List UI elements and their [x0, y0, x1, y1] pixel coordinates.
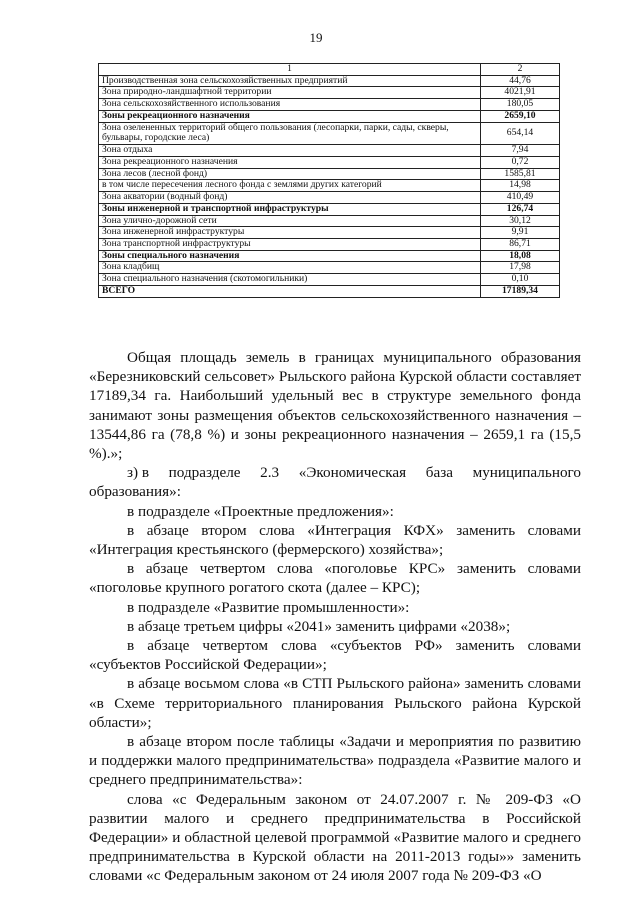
- zone-area-cell: 654,14: [481, 122, 560, 144]
- zone-area-cell: 7,94: [481, 145, 560, 157]
- paragraph-subsection-line: [89, 463, 581, 482]
- zone-name-cell: Зона сельскохозяйственного использования: [99, 99, 481, 111]
- header-cell-1: 1: [99, 64, 481, 76]
- zone-area-cell: 180,05: [481, 99, 560, 111]
- table-row: [99, 274, 560, 286]
- paragraph-subsection-rest: образования»:: [89, 483, 181, 501]
- table-row: [99, 239, 560, 251]
- paragraph-4: в абзаце втором слова «Интеграция КФХ» заменить словами «Интеграция крестьянского (фермерского) хозяйства»;: [89, 521, 581, 559]
- paragraph-total-area: Общая площадь земель в границах муниципального образования «Березниковский сельсовет» Рыльского района Курской области составляет 17189,34 га. Наибольший удельный вес в структуре земельного фонда занимают зоны размещения объектов сельскохозяйственного назначения – 13544,86 га (78,8 %) и зоны рекреационного назначения – 2659,1 га (15,5 %).»;: [89, 349, 581, 463]
- table-row: [99, 192, 560, 204]
- zone-area-cell: 410,49: [481, 192, 560, 204]
- table-row: [99, 262, 560, 274]
- table-row: [99, 99, 560, 111]
- word: база: [425, 464, 453, 482]
- zone-name-cell: Зона улично-дорожной сети: [99, 215, 481, 227]
- word: 2.3: [260, 464, 280, 482]
- table-row: [99, 285, 560, 297]
- table-row: [99, 227, 560, 239]
- paragraph-11: слова «с Федеральным законом от 24.07.2007 г. № 209-ФЗ «О развитии малого и среднего предпринимательства в Российской Федерации» и областной целевой программой «Развитие малого и среднего предпринимательства в Курской области на 2011-2013 годы»» заменить словами «с Федеральным законом от 24 июля 2007 года № 209-ФЗ «О: [89, 790, 581, 885]
- word: з) в: [127, 464, 150, 482]
- table-header-row: [99, 64, 560, 76]
- zone-name-cell: Зона рекреационного назначения: [99, 156, 481, 168]
- zone-area-cell: 0,72: [481, 156, 560, 168]
- land-zones-table: [98, 63, 560, 298]
- zone-area-cell: 9,91: [481, 227, 560, 239]
- table-row: [99, 122, 560, 144]
- zone-name-cell: Зона озелененных территорий общего пользования (лесопарки, парки, сады, скверы, бульвары, городские леса): [99, 122, 481, 144]
- zone-area-cell: 0,10: [481, 274, 560, 286]
- zone-area-cell: 17189,34: [481, 285, 560, 297]
- table-row: [99, 145, 560, 157]
- table-row: [99, 156, 560, 168]
- zone-area-cell: 44,76: [481, 75, 560, 87]
- paragraph-7: в абзаце третьем цифры «2041» заменить цифрами «2038»;: [127, 617, 511, 635]
- zone-name-cell: Зона акватории (водный фонд): [99, 192, 481, 204]
- zone-area-cell: 86,71: [481, 239, 560, 251]
- word: муниципального: [472, 464, 581, 482]
- zone-name-cell: Зоны инженерной и транспортной инфраструктуры: [99, 203, 481, 215]
- word: «Экономическая: [298, 464, 407, 482]
- paragraph-3: в подразделе «Проектные предложения»:: [127, 502, 394, 520]
- table-row: [99, 87, 560, 99]
- zone-name-cell: Зоны рекреационного назначения: [99, 110, 481, 122]
- zone-area-cell: 30,12: [481, 215, 560, 227]
- table-row: [99, 203, 560, 215]
- zone-area-cell: 4021,91: [481, 87, 560, 99]
- zone-name-cell: Зона инженерной инфраструктуры: [99, 227, 481, 239]
- table-row: [99, 168, 560, 180]
- zone-area-cell: 126,74: [481, 203, 560, 215]
- word: подразделе: [168, 464, 241, 482]
- zone-area-cell: 14,98: [481, 180, 560, 192]
- zone-name-cell: Зона специального назначения (скотомогильники): [99, 274, 481, 286]
- paragraph-6: в подразделе «Развитие промышленности»:: [127, 598, 410, 616]
- table-row: [99, 180, 560, 192]
- table-row: [99, 215, 560, 227]
- document-body: [89, 348, 581, 886]
- table-row: [99, 110, 560, 122]
- zone-name-cell: ВСЕГО: [99, 285, 481, 297]
- zone-name-cell: Зона транспортной инфраструктуры: [99, 239, 481, 251]
- table-row: [99, 75, 560, 87]
- header-cell-2: 2: [481, 64, 560, 76]
- paragraph-5: в абзаце четвертом слова «поголовье КРС» заменить словами «поголовье крупного рогатого скота (далее – КРС);: [89, 560, 581, 597]
- zone-name-cell: Зона лесов (лесной фонд): [99, 168, 481, 180]
- zone-name-cell: Зона природно-ландшафтной территории: [99, 87, 481, 99]
- zone-area-cell: 17,98: [481, 262, 560, 274]
- zone-name-cell: Зоны специального назначения: [99, 250, 481, 262]
- zone-name-cell: Производственная зона сельскохозяйственных предприятий: [99, 75, 481, 87]
- paragraph-8: в абзаце четвертом слова «субъектов РФ» заменить словами «субъектов Российской Федерации»;: [89, 637, 581, 674]
- zone-name-cell: в том числе пересечения лесного фонда с землями других категорий: [99, 180, 481, 192]
- table-row: [99, 250, 560, 262]
- zone-area-cell: 1585,81: [481, 168, 560, 180]
- paragraph-9: в абзаце восьмом слова «в СТП Рыльского района» заменить словами «в Схеме территориального планирования Рыльского района Курской области»;: [89, 675, 581, 731]
- paragraph-10: в абзаце втором после таблицы «Задачи и мероприятия по развитию и поддержки малого предпринимательства» подраздела «Развитие малого и среднего предпринимательства»:: [89, 733, 581, 789]
- zone-area-cell: 18,08: [481, 250, 560, 262]
- zone-name-cell: Зона кладбищ: [99, 262, 481, 274]
- zone-name-cell: Зона отдыха: [99, 145, 481, 157]
- page-number: 19: [309, 30, 323, 45]
- zone-area-cell: 2659,10: [481, 110, 560, 122]
